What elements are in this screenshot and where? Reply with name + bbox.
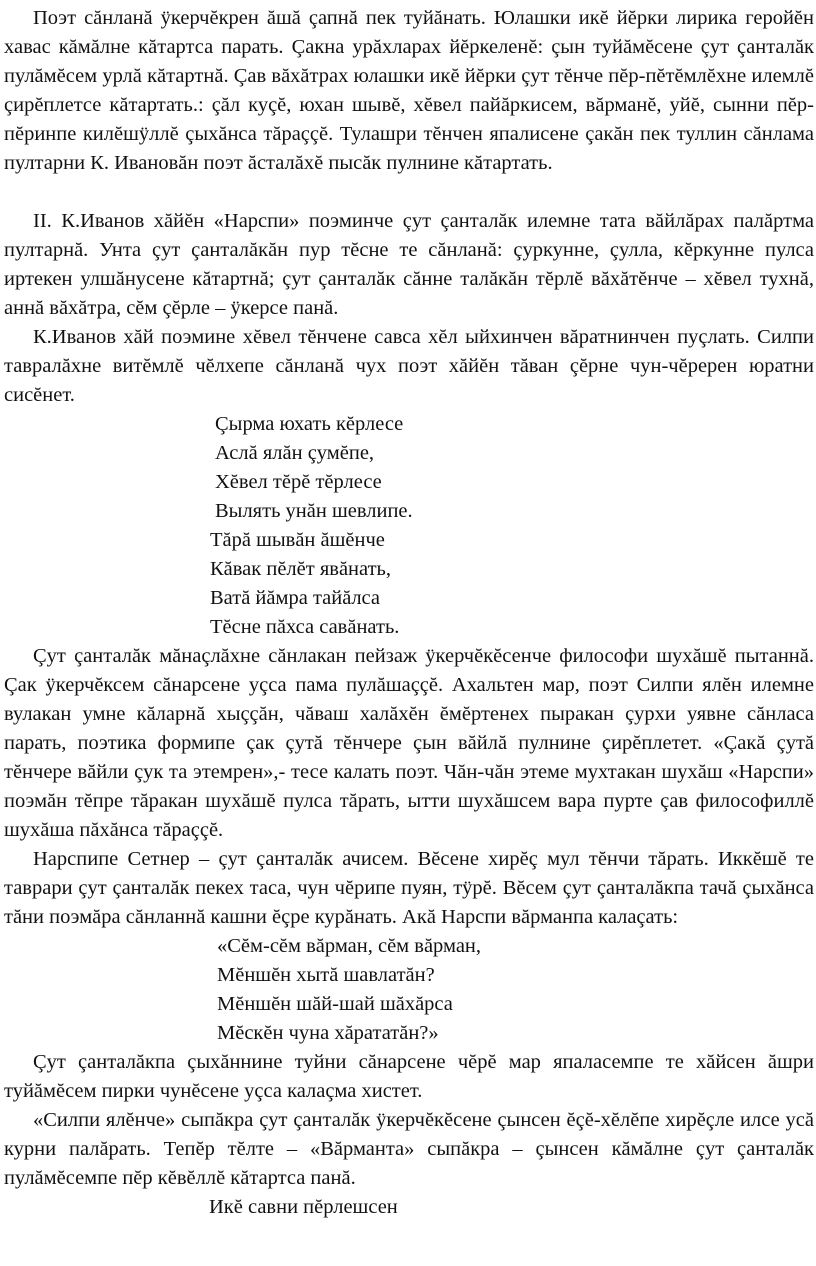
verse-line: Тĕсне пăхса савăнать. xyxy=(210,616,400,638)
verse-line: Тăрă шывăн ăшĕнче xyxy=(210,529,385,551)
verse-line: Çырма юхать кĕрлесе xyxy=(215,413,404,435)
verse-line: Хĕвел тĕрĕ тĕрлесе xyxy=(215,471,382,493)
paragraph-spacer xyxy=(4,178,814,207)
verse-line: Вылять унăн шевлипе. xyxy=(215,500,413,522)
verse-quote-river xyxy=(4,410,814,642)
paragraph-philosophy: Çут çанталăк мăнаçлăхне сăнлакан пейзаж ÿкерчĕкĕсенче философи шухăшĕ пытаннă. Çак ÿкерчĕксем сăнарсене уçса пама пулăшаççĕ. Ахальтен мар, поэт Силпи ялĕн илемне вулакан умне кăларнă хыççăн, чăваш халăхĕн ĕмĕртенех пыракан çурхи уявне сăнласа парать, поэтика формипе çак çутă тĕнчере çын вăйлă пулнине çирĕплетет. «Çакă çутă тĕнчере вăйли çук та этемрен»,- тесе калать поэт. Чăн-чăн этеме мухтакан шухăш «Нарспи» поэмăн тĕпре тăракан шухăшĕ пулса тăрать, ытти шухăшсем вара пурте çав философиллĕ шухăша пăхăнса тăраççĕ. xyxy=(4,645,814,841)
paragraph-poem-opening: К.Иванов хăй поэмине хĕвел тĕнчене савса хĕл ыйхинчен вăратнинчен пуçлать. Силпи тавралăхне витĕмлĕ чĕлхепе сăнланă чух поэт хăйĕн тăван çĕрне чун-чĕререн юратни сисĕнет. xyxy=(4,326,814,406)
paragraph-feelings: Çут çанталăкпа çыхăннине туйни сăнарсене чĕрĕ мар япаласемпе те хăйсен ăшри туйăмĕсем пирки чунĕсене уçса калаçма хистет. xyxy=(4,1051,814,1102)
verse-line: Ватă йăмра тайăлса xyxy=(210,587,380,609)
verse-line: «Сĕм-сĕм вăрман, сĕм вăрман, xyxy=(217,935,482,957)
verse-line: Аслă ялăн çумĕпе, xyxy=(215,442,375,464)
paragraph-intro: Поэт сăнланă ÿкерчĕкрен ăшă çапнă пек туйăнать. Юлашки икĕ йĕрки лирика геройĕн хавас кăмăлне кăтартса парать. Çакна урăхларах йĕркеленĕ: çын туйăмĕсене çут çанталăк пулăмĕсем урлă кăтартнă. Çав вăхăтрах юлашки икĕ йĕрки çут тĕнче пĕр-пĕтĕмлĕхне илемлĕ çирĕплетсе кăтартать.: çăл куçĕ, юхан шывĕ, хĕвел пайăркисем, вăрманĕ, уйĕ, сынни пĕр-пĕринпе килĕшÿллĕ çыхăнса тăраççĕ. Тулашри тĕнчен япалисене çакăн пек туллин сăнлама пултарни К. Ивановăн поэт ăсталăхĕ пысăк пулнине кăтартать. xyxy=(4,7,814,174)
verse-line: Кăвак пĕлĕт явăнать, xyxy=(210,558,392,580)
paragraph-nature-children: Нарспипе Сетнер – çут çанталăк ачисем. Вĕсене хирĕç мул тĕнчи тăрать. Иккĕшĕ те таврари çут çанталăк пекех таса, чун чĕрипе пуян, тÿрĕ. Вĕсем çут çанталăкпа тачă çыхăнса тăни поэмăра сăнланнă кашни ĕçре курăнать. Акă Нарспи вăрманпа калаçать: xyxy=(4,848,814,928)
paragraph-section-two: II. К.Иванов хăйĕн «Нарспи» поэминче çут çанталăк илемне тата вăйлăрах палăртма пултарнă. Унта çут çанталăкăн пур тĕсне те сăнланă: çуркунне, çулла, кĕркунне пулса иртекен улшăнусене кăтартнă; çут çанталăк сăнне талăкăн тĕрлĕ вăхăтĕнче – хĕвел тухнă, аннă вăхăтра, сĕм çĕрле – ÿкерсе панă. xyxy=(4,210,814,319)
verse-line: Икĕ савни пĕрлешсен xyxy=(209,1196,398,1218)
verse-line: Мĕншĕн хытă шавлатăн? xyxy=(217,964,435,986)
verse-line: Мĕншĕн шăй-шай шăхăрса xyxy=(217,993,453,1015)
verse-quote-forest xyxy=(4,932,814,1048)
paragraph-village-forest: «Силпи ялĕнче» сыпăкра çут çанталăк ÿкерчĕкĕсене çынсен ĕçĕ-хĕлĕпе хирĕçле илсе усă курни палăрать. Тепĕр тĕлте – «Вăрманта» сыпăкра – çынсен кăмăлне çут çанталăк пулăмĕсемпе пĕр кĕвĕллĕ кăтартса панă. xyxy=(4,1109,814,1189)
verse-quote-lovers xyxy=(4,1193,814,1222)
verse-line: Мĕскĕн чуна хăрататăн?» xyxy=(217,1022,439,1044)
